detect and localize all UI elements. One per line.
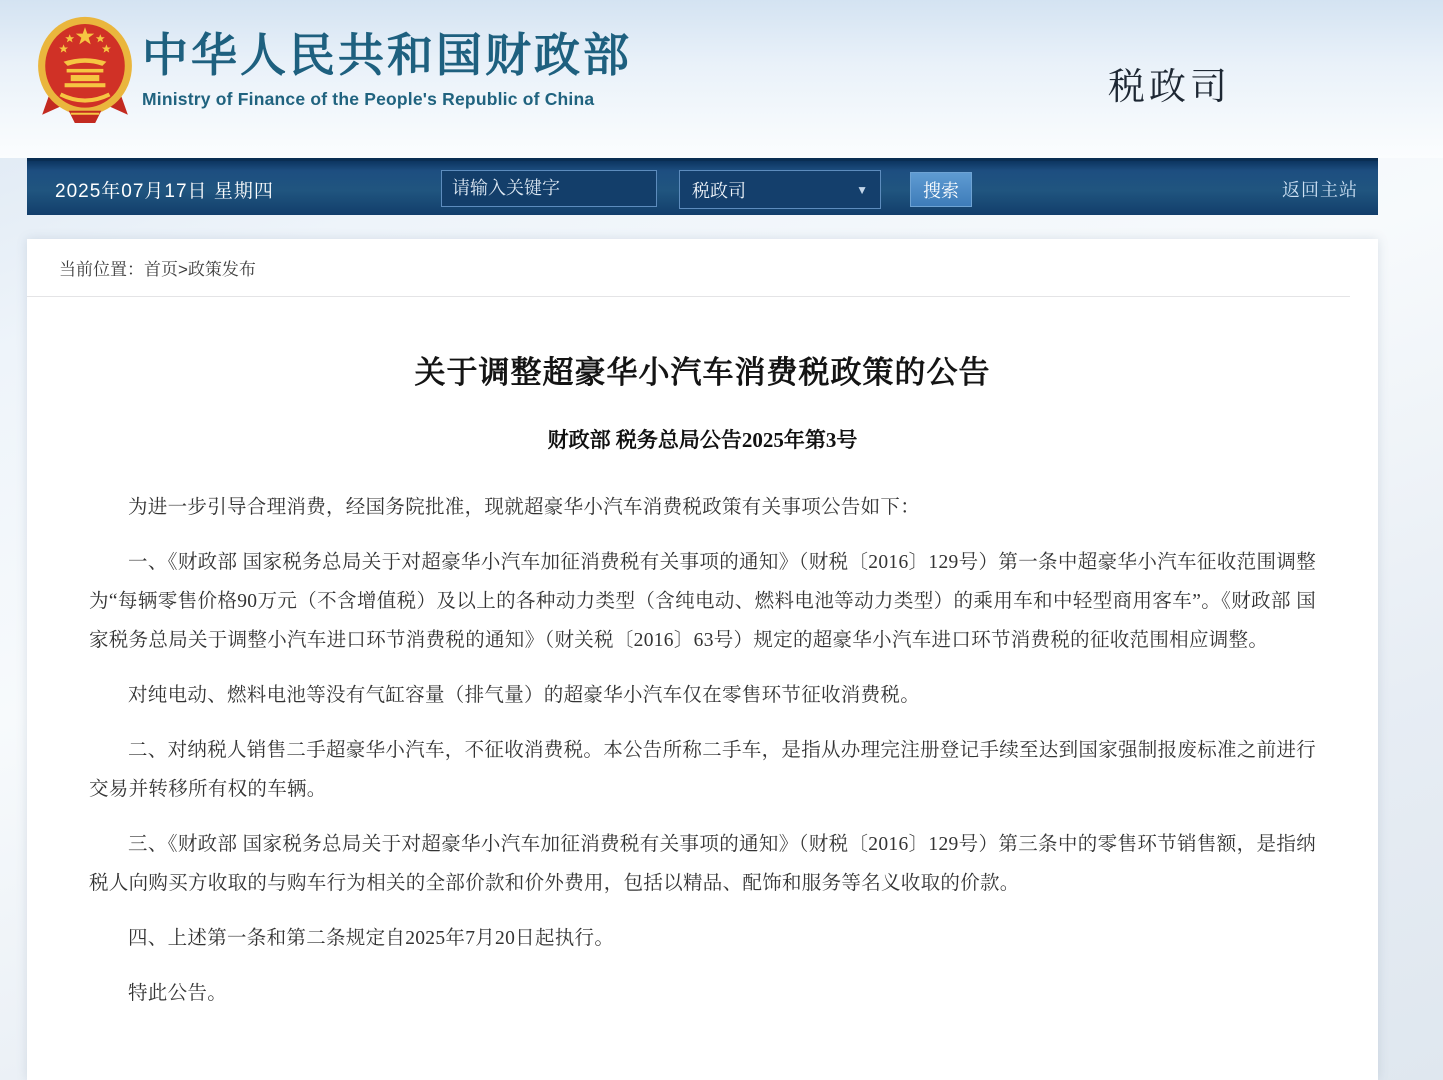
chevron-down-icon: ▼ [856, 182, 868, 197]
breadcrumb-path[interactable]: 首页>政策发布 [144, 260, 256, 279]
navbar [27, 158, 1378, 215]
site-title-en: Ministry of Finance of the People's Republic of China [142, 89, 595, 110]
article-paragraph: 对纯电动、燃料电池等没有气缸容量（排气量）的超豪华小汽车仅在零售环节征收消费税。 [128, 685, 921, 706]
search-input[interactable] [441, 170, 657, 207]
article-paragraph: 为进一步引导合理消费，经国务院批准，现就超豪华小汽车消费税政策有关事项公告如下： [128, 497, 921, 518]
national-emblem-icon [34, 12, 136, 136]
home-link[interactable]: 返回主站 [1282, 180, 1358, 200]
nav-date: 2025年07月17日 星期四 [55, 181, 274, 202]
search-button[interactable]: 搜索 [910, 172, 972, 207]
article-paragraph: 一、《财政部 国家税务总局关于对超豪华小汽车加征消费税有关事项的通知》（财税〔2016〕129号）第一条中超豪华小汽车征收范围调整为“每辆零售价格90万元（不含增值税）及以上的各种动力类型（含纯电动、燃料电池等动力类型）的乘用车和中轻型商用客车”。《财政部 国家税务总局关于调整小汽车进口环节消费税的通知》（财关税〔2016〕63号）规定的超豪华小汽车进口环节消费税的征收范围相应调整。 [89, 552, 1317, 651]
article-paragraph: 二、对纳税人销售二手超豪华小汽车，不征收消费税。本公告所称二手车，是指从办理完注册登记手续至达到国家强制报废标准之前进行交易并转移所有权的车辆。 [89, 740, 1317, 800]
article-paragraph: 特此公告。 [128, 983, 228, 1004]
site-title-zh: 中华人民共和国财政部 [142, 29, 632, 81]
site-banner [0, 0, 1443, 158]
page-title: 关于调整超豪华小汽车消费税政策的公告 [414, 355, 991, 390]
scope-dropdown-value: 税政司 [692, 180, 746, 201]
article-body [89, 488, 1316, 1013]
scope-dropdown[interactable] [679, 170, 881, 209]
breadcrumb-label: 当前位置： [59, 260, 144, 279]
article-paragraph: 三、《财政部 国家税务总局关于对超豪华小汽车加征消费税有关事项的通知》（财税〔2016〕129号）第三条中的零售环节销售额，是指纳税人向购买方收取的与购车行为相关的全部价款和价外费用，包括以精品、配饰和服务等名义收取的价款。 [89, 834, 1317, 894]
banner-titles [142, 28, 632, 110]
breadcrumb [27, 239, 1350, 297]
content-panel [27, 239, 1378, 1080]
article-paragraph: 四、上述第一条和第二条规定自2025年7月20日起执行。 [128, 928, 615, 949]
department-title: 税政司 [1108, 66, 1231, 107]
doc-number: 财政部 税务总局公告2025年第3号 [547, 428, 858, 452]
article [27, 347, 1378, 1013]
